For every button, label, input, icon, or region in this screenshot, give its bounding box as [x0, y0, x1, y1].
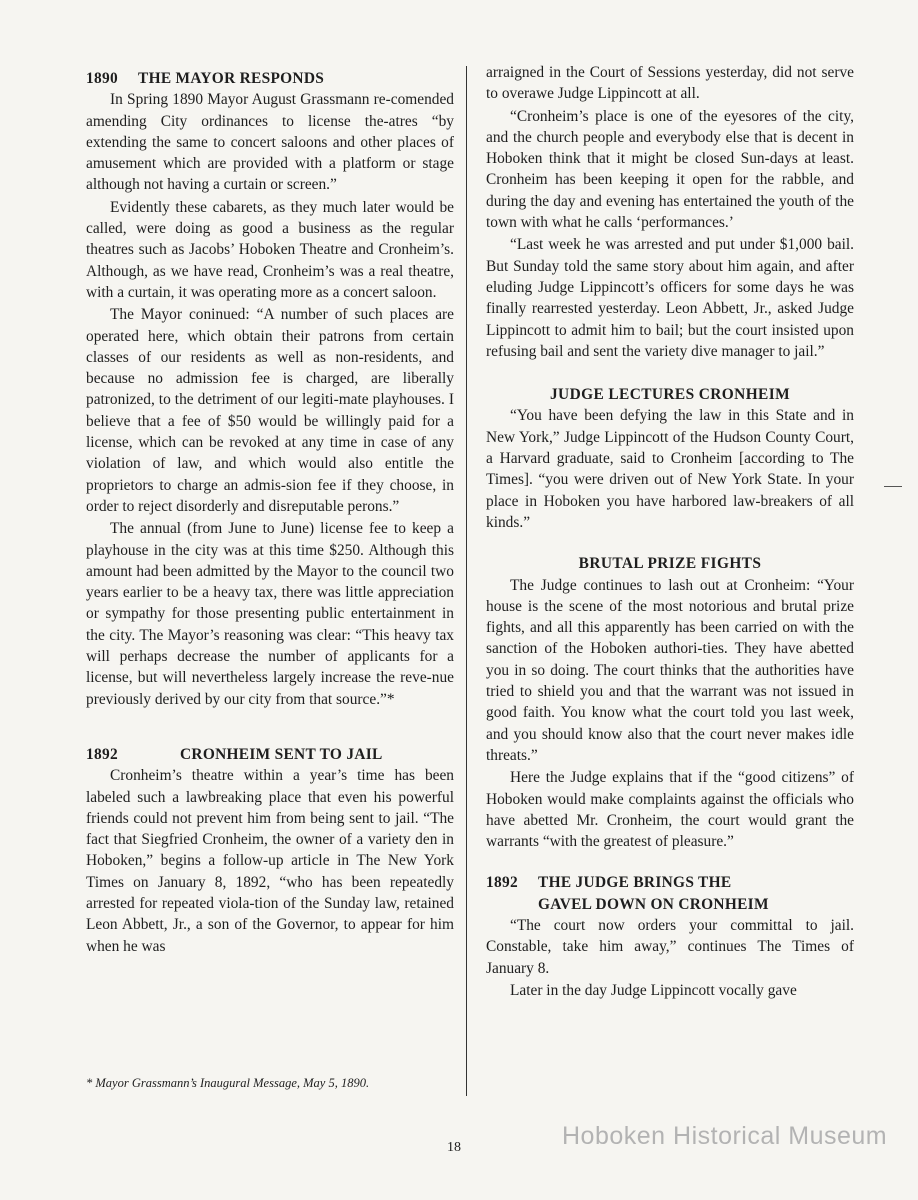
heading-mayor-responds: [86, 68, 454, 89]
heading-cronheim-sent-to-jail: [86, 744, 454, 765]
paragraph: The Mayor coninued: “A number of such places are operated here, which obtain their patrons from certain classes of our residents as well as non-residents, and because no admission fee is charged, are liberally patronized, to the detriment of our legiti-mate playhouses. I believe that a fee of $50 would be willingly paid for a license, which can be revoked at any time in case of any violation of law, and which would also entitle the proprietors to charge an admis-sion fee if they choose, in order to reject disorderly and disreputable perons.”: [86, 306, 454, 515]
paragraph: The Judge continues to lash out at Cronheim: “Your house is the scene of the most notorious and brutal prize fights, and all this apparently has been carried on with the sanction of the Hoboken authori-ties. They have abetted you in so doing. The court thinks that the authorities have tried to shield you and that the warrant was not issued in good faith. You know what the court told you last week, and you should know also that the court never makes idle threats.”: [486, 576, 854, 764]
paragraph: “Cronheim’s place is one of the eyesores of the city, and the church people and everybody else that is decent in Hoboken think that it might be closed Sun-days at least. Cronheim has been keeping it open for the rabble, and during the day and evening has entertained the youth of the town with what he calls ‘performances.’: [486, 107, 854, 232]
heading-text: CRONHEIM SENT TO JAIL: [180, 745, 383, 763]
heading-year: 1892: [486, 874, 518, 892]
left-column: [86, 62, 454, 957]
column-divider: [466, 66, 467, 1096]
heading-text: THE JUDGE BRINGS THE: [538, 874, 732, 892]
paragraph: Cronheim’s theatre within a year’s time has been labeled such a lawbreaking place that even his powerful friends could not prevent him from being sent to jail. “The fact that Siegfried Cronheim, the owner of a variety den in Hoboken,” begins a follow-up article in The New York Times on January 8, 1892, “who has been repeatedly arrested for repeated viola-tion of the Sunday law, retained Leon Abbett, Jr., a son of the Governor, to appear for him when he was: [86, 767, 454, 955]
heading-judge-lectures: JUDGE LECTURES CRONHEIM: [549, 386, 791, 404]
paragraph: Later in the day Judge Lippincott vocally gave: [510, 981, 797, 999]
margin-mark: [884, 486, 902, 487]
heading-text: THE MAYOR RESPONDS: [138, 70, 325, 87]
paragraph: “The court now orders your committal to jail. Constable, take him away,” continues The Times of January 8.: [486, 916, 854, 977]
paragraph: In Spring 1890 Mayor August Grassmann re-comended amending City ordinances to license the-atres “by extending the same to concert saloons and other places of amusement which are provided with a platform or stage although not having a curtain or screen.”: [86, 91, 454, 194]
paragraph: arraigned in the Court of Sessions yesterday, did not serve to overawe Judge Lippincott at all.: [486, 64, 854, 103]
paragraph: Here the Judge explains that if the “good citizens” of Hoboken would make complaints against the officials who have abetted Mr. Cronheim, the court would grant the warrants “with the greatest of pleasure.”: [486, 769, 854, 851]
footnote: * Mayor Grassmann’s Inaugural Message, May 5, 1890.: [86, 1076, 370, 1090]
paragraph: “You have been defying the law in this State and in New York,” Judge Lippincott of the Hudson County Court, a Harvard graduate, said to Cronheim [according to The Times]. “you were driven out of New York State. In your place in Hoboken you have harbored law-breakers of all kinds.”: [486, 407, 854, 531]
heading-brutal-prize-fights: BRUTAL PRIZE FIGHTS: [578, 555, 762, 573]
heading-text: GAVEL DOWN ON CRONHEIM: [538, 895, 769, 913]
page-number: 18: [447, 1140, 461, 1155]
paragraph: Evidently these cabarets, as they much later would be called, were doing as good a business as the regular theatres such as Jacobs’ Hoboken Theatre and Cronheim’s. Although, as we have read, Cronheim’s was a real theatre, with a curtain, it was operating more as a concert saloon.: [86, 198, 454, 301]
heading-judge-brings-gavel: [486, 872, 854, 915]
right-column: [486, 62, 854, 1001]
watermark: Hoboken Historical Museum: [562, 1122, 888, 1150]
heading-year: 1890: [86, 70, 118, 87]
paragraph: The annual (from June to June) license fee to keep a playhouse in the city was at this time $250. Although this amount had been admitted by the Mayor to the council two years earlier to be a heavy tax, there was little appreciation or sympathy for those presenting public entertainment in the city. The Mayor’s reasoning was clear: “This heavy tax will perhaps decrease the number of applicants for a license, but will nevertheless largely increase the reve-nue previously derived by our city from that source.”*: [86, 520, 454, 708]
heading-year: 1892: [86, 745, 118, 763]
paragraph: “Last week he was arrested and put under $1,000 bail. But Sunday told the same story about him again, and after eluding Judge Lippincott’s officers for some days he was finally rearrested yesterday. Leon Abbett, Jr., asked Judge Lippincott to admit him to bail; but the court insisted upon refusing bail and sent the variety dive manager to jail.”: [486, 236, 854, 360]
